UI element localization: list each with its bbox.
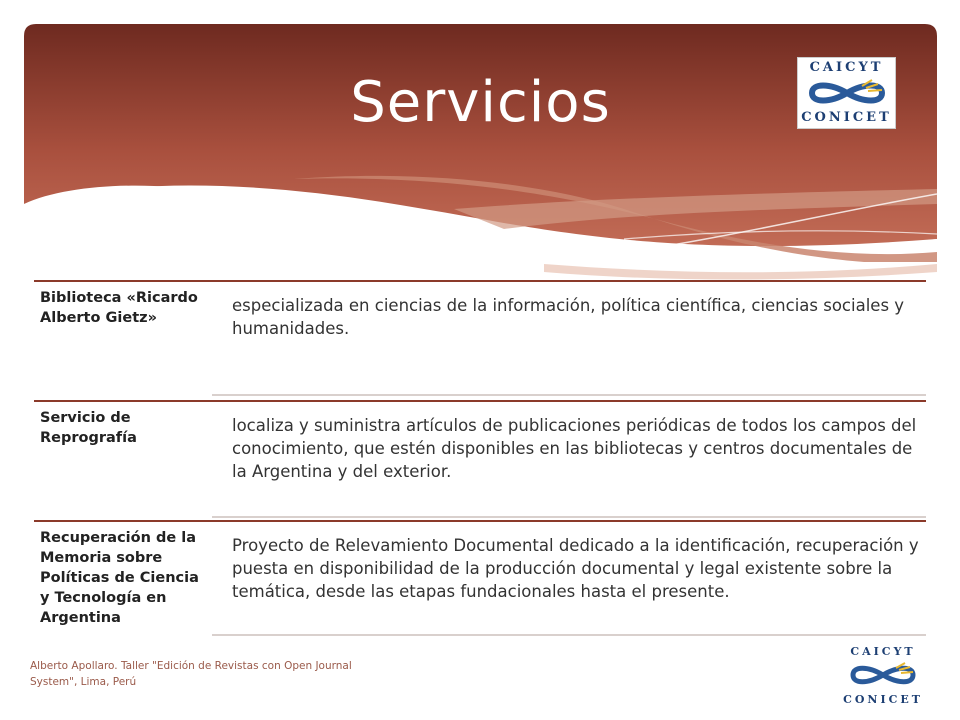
service-description: Proyecto de Relevamiento Documental dedicado a la identificación, recuperación y puesta en disponibilidad de la producción documental y legal existente sobre la temática, desde las etapas fundacionales hasta el presente. <box>232 536 919 601</box>
row-bottom-rule <box>212 634 926 636</box>
logo-conicet-text: CONICET <box>801 110 892 125</box>
caicyt-conicet-logo-top <box>797 57 896 129</box>
table-row <box>34 400 926 520</box>
logo-caicyt-text: CAICYT <box>850 645 916 658</box>
row-divider <box>34 520 926 522</box>
service-description: especializada en ciencias de la información, política científica, ciencias sociales y humanidades. <box>232 296 905 338</box>
row-bottom-rule <box>212 516 926 518</box>
service-name: Recuperación de la Memoria sobre Políticas de Ciencia y Tecnología en Argentina <box>40 530 199 626</box>
service-name: Servicio de Reprografía <box>40 410 137 446</box>
table-row <box>34 280 926 398</box>
row-divider <box>34 400 926 402</box>
row-divider <box>34 280 926 282</box>
slide-title: Servicios <box>350 70 611 135</box>
caicyt-conicet-logo-bottom <box>842 645 924 708</box>
table-row <box>34 520 926 640</box>
footer-credit: Alberto Apollaro. Taller "Edición de Revistas con Open Journal System", Lima, Perú <box>30 660 352 688</box>
logo-conicet-text: CONICET <box>843 693 923 706</box>
row-bottom-rule <box>212 394 926 396</box>
infinity-icon <box>806 78 888 108</box>
infinity-icon <box>848 661 918 689</box>
service-name: Biblioteca «Ricardo Alberto Gietz» <box>40 290 198 326</box>
logo-caicyt-text: CAICYT <box>809 60 884 75</box>
service-description: localiza y suministra artículos de publicaciones periódicas de todos los campos del conocimiento, que estén disponibles en las bibliotecas y centros documentales de la Argentina y del exterior. <box>232 416 917 481</box>
